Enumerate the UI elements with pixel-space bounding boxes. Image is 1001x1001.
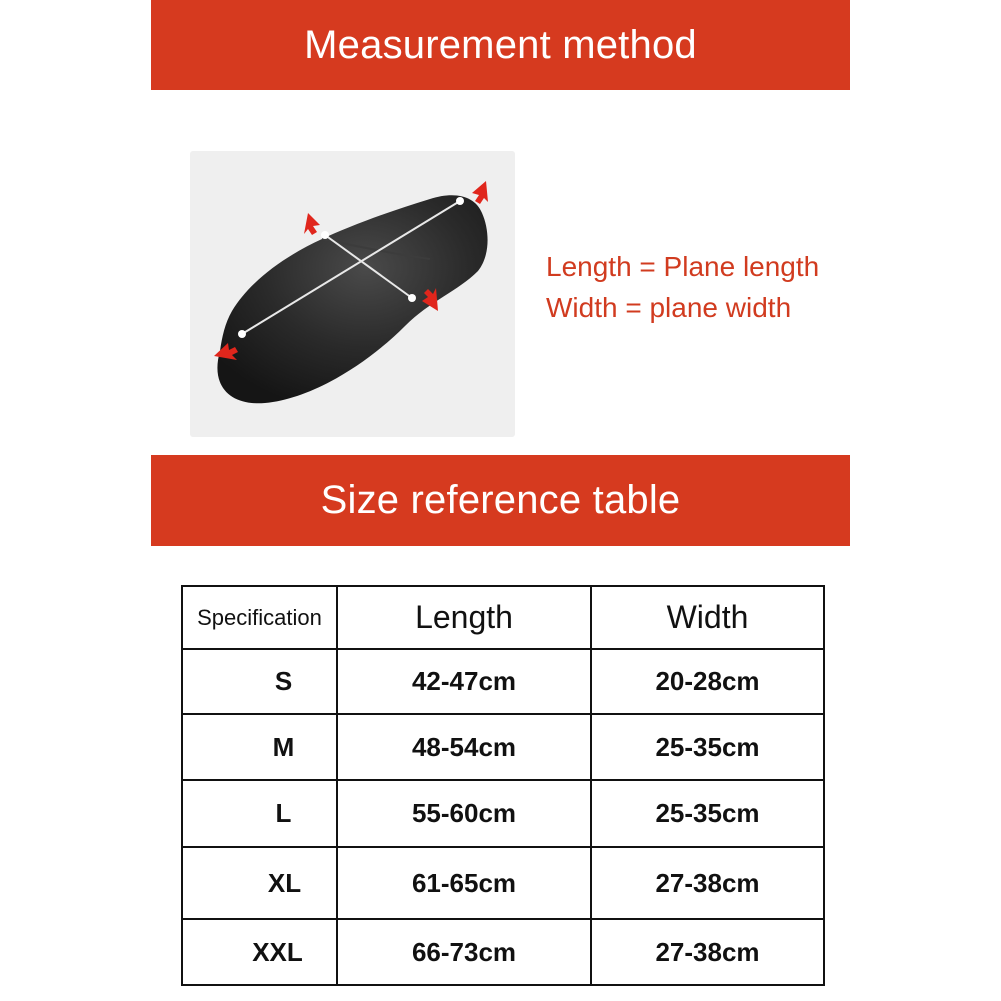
header-length: Length xyxy=(337,586,591,649)
table-row xyxy=(182,847,824,919)
length-cell: 61-65cm xyxy=(337,847,591,919)
table-row xyxy=(182,714,824,780)
measurement-notes xyxy=(546,246,819,328)
size-reference-title: Size reference table xyxy=(320,478,681,522)
table-row xyxy=(182,919,824,985)
spec-cell xyxy=(182,714,337,780)
spec-cell xyxy=(182,919,337,985)
table-row xyxy=(182,780,824,847)
spec-label: L xyxy=(275,798,292,828)
width-cell: 27-38cm xyxy=(591,919,824,985)
spec-label: S xyxy=(274,666,293,696)
seat-cover-photo xyxy=(190,151,515,437)
spec-cell xyxy=(182,780,337,847)
width-cell: 27-38cm xyxy=(591,847,824,919)
length-cell: 48-54cm xyxy=(337,714,591,780)
width-cell: 25-35cm xyxy=(591,780,824,847)
width-cell: 20-28cm xyxy=(591,649,824,714)
header-width: Width xyxy=(591,586,824,649)
seat-shape xyxy=(217,195,487,403)
length-cell: 42-47cm xyxy=(337,649,591,714)
measurement-method-title: Measurement method xyxy=(304,22,697,67)
spec-cell xyxy=(182,649,337,714)
spec-label: XXL xyxy=(252,936,303,967)
table-row xyxy=(182,649,824,714)
seat-illustration xyxy=(190,151,515,437)
spec-cell xyxy=(182,847,337,919)
size-table xyxy=(181,585,825,986)
header-specification: Specification xyxy=(182,586,337,649)
spec-label: XL xyxy=(267,867,302,898)
length-cell: 55-60cm xyxy=(337,780,591,847)
width-note: Width = plane width xyxy=(546,292,792,323)
size-reference-banner xyxy=(151,455,850,546)
length-cell: 66-73cm xyxy=(337,919,591,985)
spec-label: M xyxy=(272,731,295,762)
length-note: Length = Plane length xyxy=(546,251,820,282)
measurement-method-banner xyxy=(151,0,850,90)
width-cell: 25-35cm xyxy=(591,714,824,780)
table-header-row xyxy=(182,586,824,649)
